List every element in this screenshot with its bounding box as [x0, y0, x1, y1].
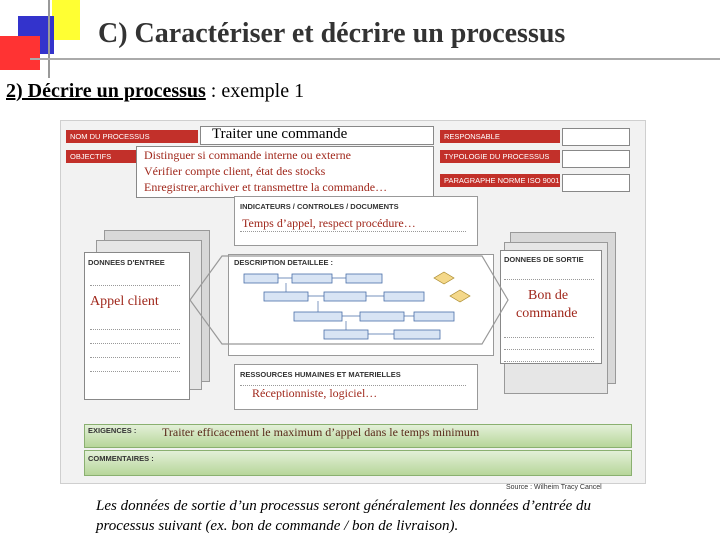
sortie-dots-3 — [504, 340, 594, 350]
responsable-box — [562, 128, 630, 146]
entree-label: DONNEES D'ENTREE — [88, 258, 165, 267]
sortie-dots-4 — [504, 352, 594, 362]
ressources-label: RESSOURCES HUMAINES ET MATERIELLES — [240, 370, 401, 379]
entree-value: Appel client — [90, 294, 159, 309]
nom-label: NOM DU PROCESSUS — [66, 130, 198, 143]
typologie-label: TYPOLOGIE DU PROCESSUS — [440, 150, 560, 163]
entree-dots-1 — [90, 276, 180, 286]
footnote: Les données de sortie d’un processus seront généralement les données d’entrée du processus suivant (ex. bon de commande / bon de livraison). — [96, 498, 592, 534]
objectifs-label: OBJECTIFS — [66, 150, 136, 163]
exigences-value: Traiter efficacement le maximum d’appel dans le temps minimum — [162, 425, 480, 439]
sortie-value-1: Bon de — [528, 288, 569, 303]
slide-title: C) Caractériser et décrire un processus — [98, 18, 566, 49]
sortie-label: DONNEES DE SORTIE — [504, 255, 584, 264]
typologie-box — [562, 150, 630, 168]
description-label: DESCRIPTION DETAILLEE : — [234, 258, 334, 267]
objectif-line-1: Distinguer si commande interne ou externe — [144, 148, 351, 162]
indicateurs-value: Temps d’appel, respect procédure… — [242, 216, 416, 230]
sortie-dots-2 — [504, 328, 594, 338]
entree-dots-2 — [90, 320, 180, 330]
decor-yellow-square — [52, 0, 80, 40]
decor-vertical-line — [48, 0, 50, 78]
ressources-value: Réceptionniste, logiciel… — [252, 386, 378, 400]
paragraphe-box — [562, 174, 630, 192]
commentaires-label: COMMENTAIRES : — [88, 454, 154, 463]
process-arrow-outline — [190, 256, 508, 344]
paragraphe-label: PARAGRAPHE NORME ISO 9001 — [440, 174, 560, 187]
entree-dots-5 — [90, 362, 180, 372]
entree-dots-4 — [90, 348, 180, 358]
title-underline — [30, 58, 720, 60]
subtitle-bold: 2) Décrire un processus — [6, 80, 206, 102]
commentaires-box — [84, 450, 632, 476]
nom-value: Traiter une commande — [212, 126, 348, 142]
sortie-value-2: commande — [516, 306, 578, 321]
ressources-dots — [240, 376, 466, 386]
indicateurs-dots — [240, 222, 466, 232]
slide-subtitle — [6, 80, 304, 103]
sortie-dots-1 — [504, 270, 594, 280]
exigences-label: EXIGENCES : — [88, 426, 137, 435]
entree-dots-3 — [90, 334, 180, 344]
process-arrow — [190, 250, 510, 370]
responsable-label: RESPONSABLE — [440, 130, 560, 143]
decor-red-square — [0, 36, 40, 70]
indicateurs-label: INDICATEURS / CONTROLES / DOCUMENTS — [240, 202, 399, 211]
source-credit: Source : Wilheim Tracy Cancel — [506, 484, 602, 491]
objectif-line-3: Enregistrer,archiver et transmettre la commande… — [144, 180, 388, 194]
subtitle-rest: : exemple 1 — [205, 80, 305, 102]
objectif-line-2: Vérifier compte client, état des stocks — [144, 164, 326, 178]
